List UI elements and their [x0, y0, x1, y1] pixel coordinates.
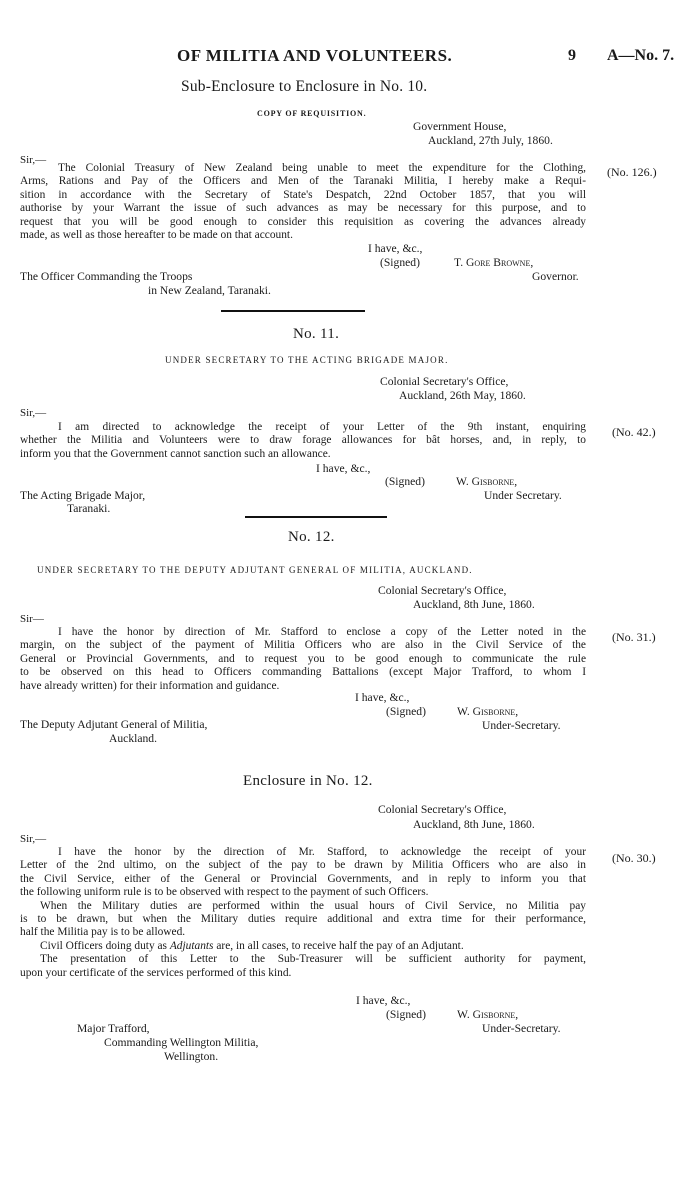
sub-enclosure-heading: COPY OF REQUISITION.: [257, 109, 367, 118]
body-line: Letter of the 2nd ultimo, on the subject of the pay to be drawn by Militia Officers who are also in: [20, 859, 586, 872]
sub-enclosure-signatory: T. Gore Browne,: [454, 256, 534, 269]
no12-addressee-line2: Auckland.: [109, 732, 157, 745]
body-line: made, as well as those hereafter to be made on that account.: [20, 229, 293, 242]
enclosure12-signatory-title: Under-Secretary.: [482, 1022, 561, 1035]
body-line: The Colonial Treasury of New Zealand being unable to meet the expenditure for the Clothing,: [58, 162, 586, 174]
no12-closing: I have, &c.,: [355, 691, 410, 704]
body-line: half the Militia pay is to be allowed.: [20, 926, 186, 939]
sub-enclosure-title: Sub-Enclosure to Enclosure in No. 10.: [181, 78, 428, 95]
no12-heading: UNDER SECRETARY TO THE DEPUTY ADJUTANT GENERAL OF MILITIA, AUCKLAND.: [37, 565, 473, 575]
no11-heading: UNDER SECRETARY TO THE ACTING BRIGADE MAJOR.: [165, 355, 449, 365]
enclosure12-body: [20, 846, 586, 980]
section-divider: [245, 516, 387, 518]
no12-salutation: Sir—: [20, 613, 44, 625]
body-line: sition in accordance with the Secretary of State's Despatch, 22nd October 1857, that you will: [20, 188, 586, 201]
body-line: have already written) for their information and guidance.: [20, 679, 280, 692]
sub-enclosure-margin-ref: (No. 126.): [607, 165, 657, 179]
enclosure12-closing: I have, &c.,: [356, 994, 411, 1007]
no11-closing: I have, &c.,: [316, 462, 371, 475]
no11-number: No. 11.: [293, 326, 340, 342]
enclosure12-title: Enclosure in No. 12.: [243, 773, 373, 789]
page-number: 9: [568, 47, 576, 64]
body-line: to be observed on this head to Officers commanding Battalions (except Major Trafford, to whom I: [20, 666, 586, 679]
sub-enclosure-addressee-line1: The Officer Commanding the Troops: [20, 270, 193, 283]
enclosure12-margin-ref: (No. 30.): [612, 851, 656, 865]
body-text-emphasis: Adjutants: [169, 939, 214, 952]
body-line: The presentation of this Letter to the Sub-Treasurer will be sufficient authority for payment,: [40, 953, 586, 966]
body-text: are, in all cases, to receive half the pay of an Adjutant.: [213, 939, 464, 952]
body-line: I have the honor by the direction of Mr. Stafford, to acknowledge the receipt of your: [58, 846, 586, 858]
enclosure12-signed: (Signed): [386, 1008, 426, 1021]
no12-body: [20, 626, 586, 693]
no12-signed: (Signed): [386, 705, 426, 718]
no11-signatory-title: Under Secretary.: [484, 489, 562, 502]
body-line: whether the Militia and Volunteers were to draw forage allowances for bât horses, and, in reply, to: [20, 434, 586, 447]
body-line: [20, 940, 586, 953]
sub-enclosure-address-line2: Auckland, 27th July, 1860.: [428, 134, 553, 147]
enclosure12-salutation: Sir,—: [20, 833, 47, 845]
enclosure12-address-line2: Auckland, 8th June, 1860.: [413, 818, 535, 831]
body-line: upon your certificate of the services performed of this kind.: [20, 966, 292, 979]
enclosure12-addressee-line2: Commanding Wellington Militia,: [104, 1036, 259, 1049]
no12-addressee-line1: The Deputy Adjutant General of Militia,: [20, 718, 208, 731]
enclosure12-address-line1: Colonial Secretary's Office,: [378, 803, 507, 816]
no12-address-line2: Auckland, 8th June, 1860.: [413, 598, 535, 611]
enclosure12-addressee-line3: Wellington.: [164, 1050, 219, 1063]
page-title: OF MILITIA AND VOLUNTEERS.: [177, 46, 453, 65]
body-line: General or Provincial Governments, and to request you to be good enough to communicate the rule: [20, 652, 586, 665]
no11-margin-ref: (No. 42.): [612, 425, 656, 439]
enclosure12-signatory: W. Gisborne,: [457, 1008, 519, 1021]
body-line: margin, on the subject of the payment of Militia Officers who are also in the Civil Service of the: [20, 639, 586, 652]
body-line: I have the honor by direction of Mr. Stafford to enclose a copy of the Letter noted in the: [58, 626, 586, 638]
sub-enclosure-address-line1: Government House,: [413, 120, 507, 133]
no11-body: [20, 421, 586, 461]
no12-signatory: W. Gisborne,: [457, 705, 519, 718]
sub-enclosure-salutation: Sir,—: [20, 154, 47, 166]
sub-enclosure-addressee-line2: in New Zealand, Taranaki.: [148, 284, 271, 297]
sub-enclosure-signatory-title: Governor.: [532, 270, 579, 283]
body-line: the Civil Service, either of the General or Provincial Governments, and in reply to inform you that: [20, 872, 586, 885]
no11-address-line2: Auckland, 26th May, 1860.: [399, 389, 526, 402]
body-line: When the Military duties are performed within the usual hours of Civil Service, no Militia pay: [40, 899, 586, 912]
no11-addressee-line2: Taranaki.: [67, 502, 111, 515]
sub-enclosure-closing: I have, &c.,: [368, 242, 423, 255]
no11-salutation: Sir,—: [20, 407, 47, 419]
body-line: the following uniform rule is to be observed with respect to the payment of such Officers.: [20, 886, 429, 899]
no11-address-line1: Colonial Secretary's Office,: [380, 375, 509, 388]
no11-signatory: W. Gisborne,: [456, 475, 518, 488]
sub-enclosure-body: [20, 162, 586, 242]
body-line: is to be drawn, but when the Military duties require additional and extra time for their performance,: [20, 913, 586, 926]
body-line: Arms, Rations and Pay of the Officers and Men of the Taranaki Militia, I hereby make a Requi-: [20, 175, 586, 188]
body-text: Civil Officers doing duty as: [40, 939, 170, 952]
no12-signatory-title: Under-Secretary.: [482, 719, 561, 732]
no11-addressee-line1: The Acting Brigade Major,: [20, 489, 146, 502]
section-divider: [221, 310, 365, 312]
no11-signed: (Signed): [385, 475, 425, 488]
body-line: I am directed to acknowledge the receipt of your Letter of the 9th instant, enquiring: [58, 421, 586, 433]
document-reference: A—No. 7.: [607, 47, 675, 64]
body-line: authorise by your Warrant the issue of such advances as may be necessary for this purpose, and to: [20, 202, 586, 215]
no12-number: No. 12.: [288, 529, 335, 545]
body-line: inform you that the Government cannot sanction such an allowance.: [20, 447, 331, 460]
sub-enclosure-signed: (Signed): [380, 256, 420, 269]
body-line: request that you will be good enough to consider this requisition as covering the advances already: [20, 215, 586, 228]
enclosure12-addressee-line1: Major Trafford,: [77, 1022, 150, 1035]
no12-address-line1: Colonial Secretary's Office,: [378, 584, 507, 597]
no12-margin-ref: (No. 31.): [612, 630, 656, 644]
